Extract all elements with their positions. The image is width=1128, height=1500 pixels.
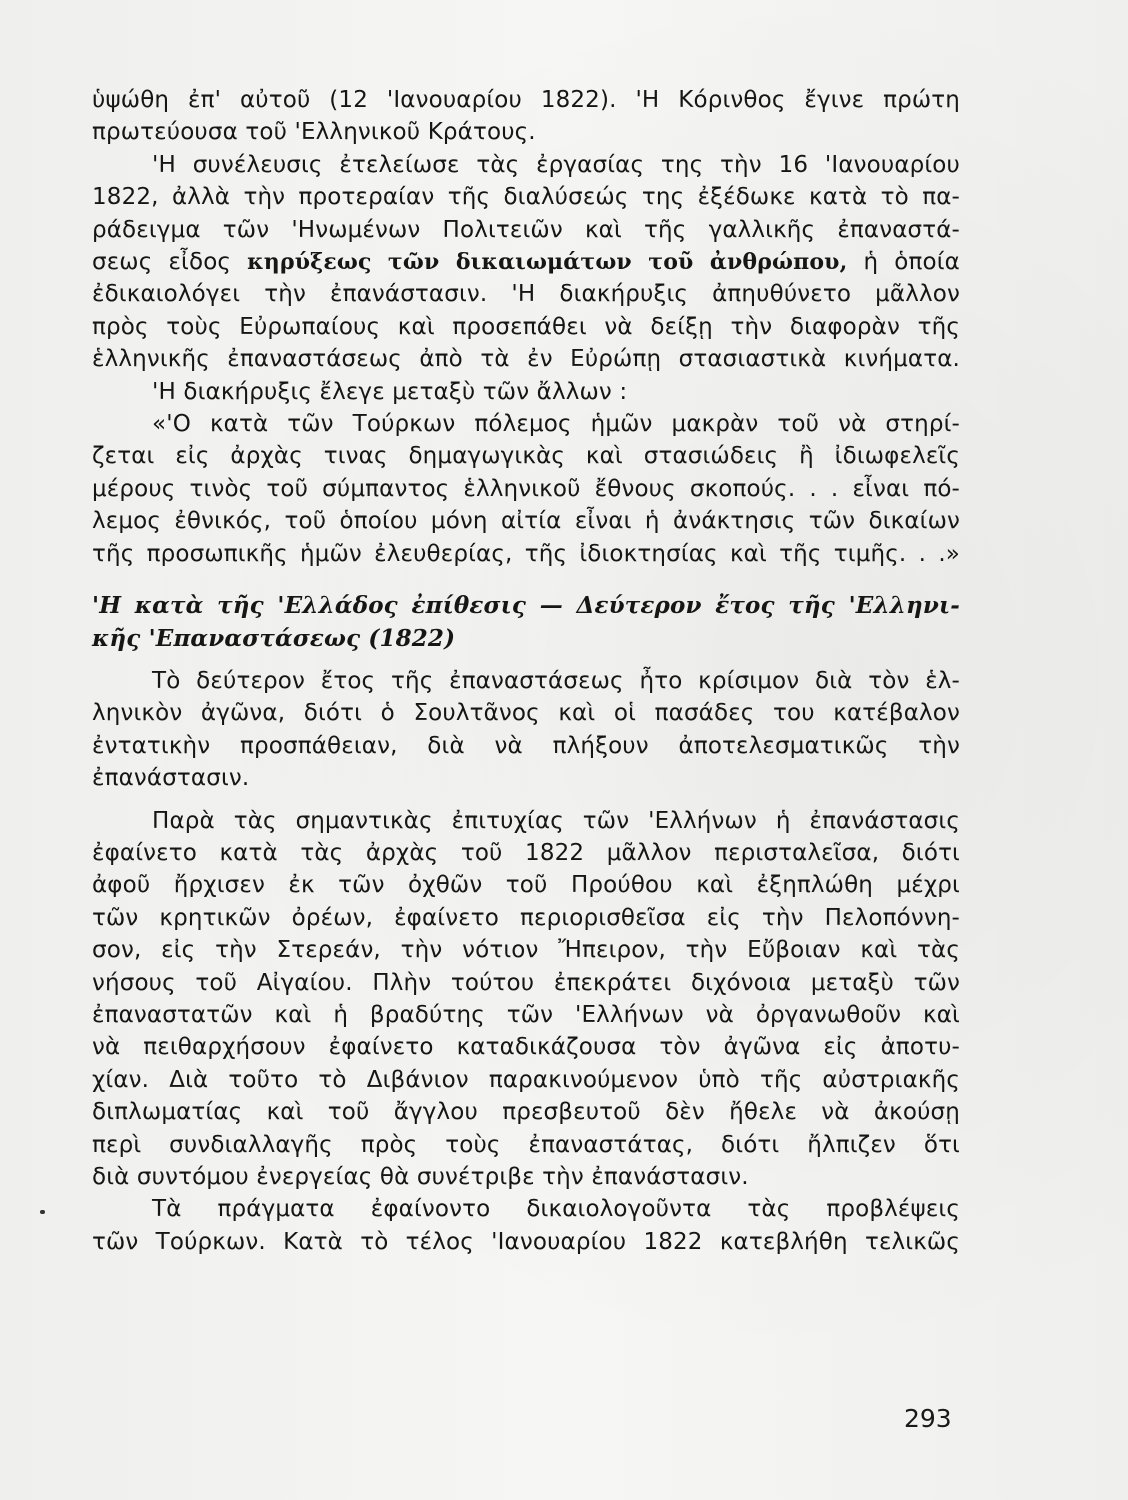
text-line: ἑλληνικῆς ἐπαναστάσεως ἀπὸ τὰ ἐν Εὐρώπῃ στασιαστικὰ κινήματα. xyxy=(92,346,960,373)
text-line: Τὸ δεύτερον ἔτος τῆς ἐπαναστάσεως ἦτο κρίσιμον διὰ τὸν ἑλ- xyxy=(152,667,960,694)
text-line: 'Η συνέλευσις ἐτελείωσε τὰς ἐργασίας της τὴν 16 'Ιανουαρίου xyxy=(152,151,960,178)
body-text xyxy=(92,84,960,1258)
text-line: χίαν. Διὰ τοῦτο τὸ Διβάνιον παρακινούμενον ὑπὸ τῆς αὐστριακῆς xyxy=(92,1066,960,1093)
text-line: Παρὰ τὰς σημαντικὰς ἐπιτυχίας τῶν 'Ελλήνων ἡ ἐπανάστασις xyxy=(152,807,960,834)
text-line: σον, εἰς τὴν Στερεάν, τὴν νότιον Ἤπειρον, τὴν Εὔβοιαν καὶ τὰς xyxy=(92,937,960,964)
quote-line: λεμος ἐθνικός, τοῦ ὁποίου μόνη αἰτία εἶναι ἡ ἀνάκτησις τῶν δικαίων xyxy=(92,508,960,535)
text-line: ληνικὸν ἀγῶνα, διότι ὁ Σουλτᾶνος καὶ οἱ πασάδες του κατέβαλον xyxy=(92,700,960,727)
page-number: 293 xyxy=(904,1404,952,1433)
section-heading: 'Η κατὰ τῆς 'Ελλάδος ἐπίθεσις — Δεύτερον ἔτος τῆς 'Ελληνι- xyxy=(92,592,960,620)
text-line: νὰ πειθαρχήσουν ἐφαίνετο καταδικάζουσα τὸν ἀγῶνα εἰς ἀποτυ- xyxy=(92,1034,960,1061)
text-line-with-bold xyxy=(92,246,960,278)
text-line: διὰ συντόμου ἐνεργείας θὰ συνέτριβε τὴν ἐπανάστασιν. xyxy=(92,1164,749,1190)
text-line: περὶ συνδιαλλαγῆς πρὸς τοὺς ἐπαναστάτας, διότι ἤλπιζεν ὅτι xyxy=(92,1131,960,1158)
text-line: ράδειγμα τῶν 'Ηνωμένων Πολιτειῶν καὶ τῆς γαλλικῆς ἐπαναστά- xyxy=(92,216,960,243)
text-line: τῶν Τούρκων. Κατὰ τὸ τέλος 'Ιανουαρίου 1822 κατεβλήθη τελικῶς xyxy=(92,1228,960,1255)
quote-line: μέρους τινὸς τοῦ σύμπαντος ἑλληνικοῦ ἔθνους σκοπούς. . . εἶναι πό- xyxy=(92,475,960,502)
section-heading: κῆς 'Επαναστάσεως (1822) xyxy=(92,624,456,652)
quote-line: ζεται εἰς ἀρχὰς τινας δημαγωγικὰς καὶ στασιώδεις ἢ ἰδιωφελεῖς xyxy=(92,443,960,470)
text-fragment: σεως εἶδος xyxy=(92,249,248,276)
quote-line: «'Ο κατὰ τῶν Τούρκων πόλεμος ἡμῶν μακρὰν τοῦ νὰ στηρί- xyxy=(152,411,960,438)
text-fragment: ἡ ὁποία xyxy=(847,249,960,276)
bold-phrase: κηρύξεως τῶν δικαιωμάτων τοῦ ἀνθρώπου, xyxy=(247,249,848,276)
text-line: πρὸς τοὺς Εὐρωπαίους καὶ προσεπάθει νὰ δείξῃ τὴν διαφορὰν τῆς xyxy=(92,313,960,340)
text-line: 'Η διακήρυξις ἔλεγε μεταξὺ τῶν ἄλλων : xyxy=(152,378,628,405)
text-line: ἐφαίνετο κατὰ τὰς ἀρχὰς τοῦ 1822 μᾶλλον περισταλεῖσα, διότι xyxy=(92,839,960,866)
text-line: διπλωματίας καὶ τοῦ ἄγγλου πρεσβευτοῦ δὲν ἤθελε νὰ ἀκούσῃ xyxy=(92,1099,960,1126)
text-line: ἐδικαιολόγει τὴν ἐπανάστασιν. 'Η διακήρυξις ἀπηυθύνετο μᾶλλον xyxy=(92,281,960,308)
text-line: ἐπαναστατῶν καὶ ἡ βραδύτης τῶν 'Ελλήνων νὰ ὀργανωθοῦν καὶ xyxy=(92,1001,960,1028)
text-line: ἀφοῦ ἤρχισεν ἐκ τῶν ὀχθῶν τοῦ Προύθου καὶ ἐξηπλώθη μέχρι xyxy=(92,872,960,899)
scan-speck xyxy=(40,1210,45,1214)
quote-line: τῆς προσωπικῆς ἡμῶν ἐλευθερίας, τῆς ἰδιοκτησίας καὶ τῆς τιμῆς. . .» xyxy=(92,540,960,567)
text-line: 1822, ἀλλὰ τὴν προτεραίαν τῆς διαλύσεώς της ἐξέδωκε κατὰ τὸ πα- xyxy=(92,184,960,211)
text-line: ἐντατικὴν προσπάθειαν, διὰ νὰ πλήξουν ἀποτελεσματικῶς τὴν xyxy=(92,732,960,759)
text-line: νήσους τοῦ Αἰγαίου. Πλὴν τούτου ἐπεκράτει διχόνοια μεταξὺ τῶν xyxy=(92,969,960,996)
text-line: τῶν κρητικῶν ὀρέων, ἐφαίνετο περιορισθεῖσα εἰς τὴν Πελοπόννη- xyxy=(92,904,960,931)
text-line: Τὰ πράγματα ἐφαίνοντο δικαιολογοῦντα τὰς προβλέψεις xyxy=(152,1196,960,1223)
text-line: ὑψώθη ἐπ' αὐτοῦ (12 'Ιανουαρίου 1822). 'Η Κόρινθος ἔγινε πρώτη xyxy=(92,87,960,113)
text-line: ἐπανάστασιν. xyxy=(92,765,250,792)
text-line: πρωτεύουσα τοῦ 'Ελληνικοῦ Κράτους. xyxy=(92,119,536,146)
